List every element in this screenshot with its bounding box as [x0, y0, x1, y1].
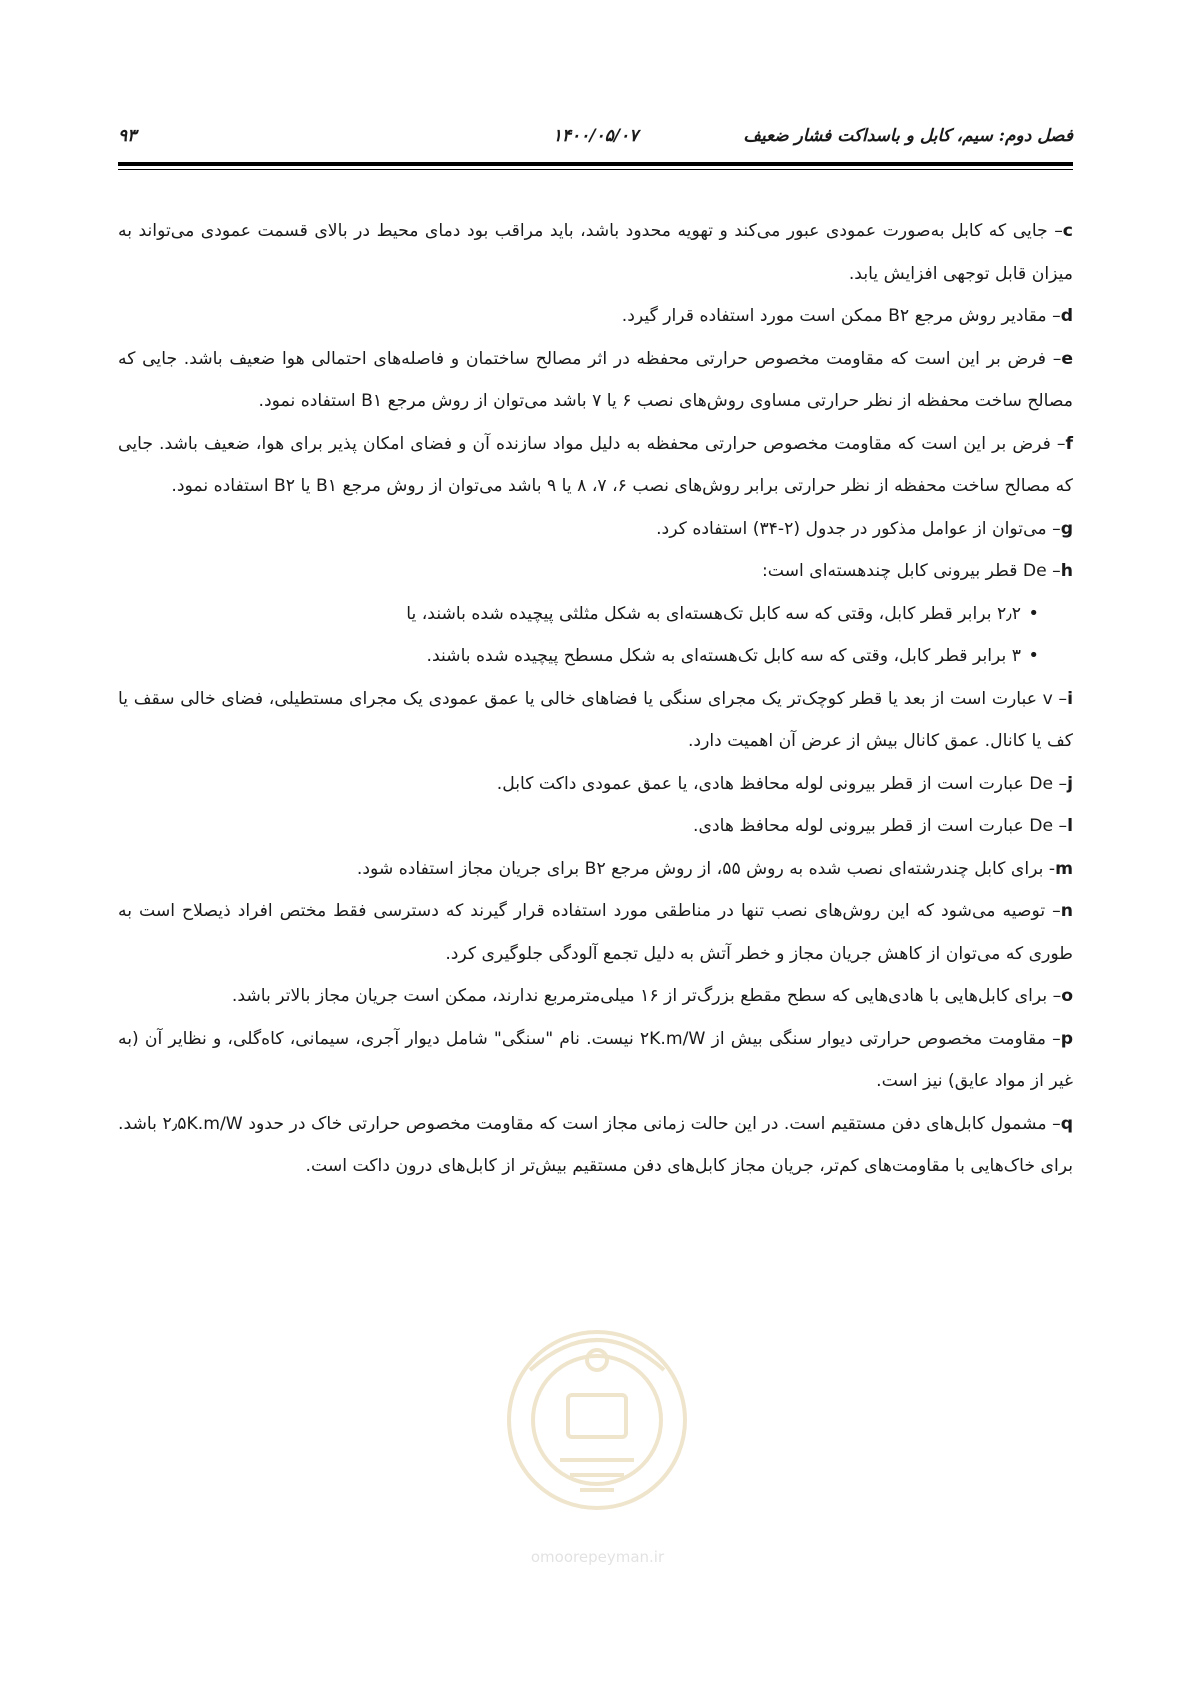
note-p: [118, 1018, 1073, 1103]
bullet-item: • ۲٫۲ برابر قطر کابل، وقتی که سه کابل تک‌هسته‌ای به شکل مثلثی پیچیده شده باشند، یا: [118, 593, 1021, 636]
watermark-site: omoorepeyman.ir: [530, 1548, 665, 1566]
note-g: [118, 508, 1073, 551]
note-text: – مقادیر روش مرجع B۲ ممکن است مورد استفاده قرار گیرد.: [621, 306, 1061, 326]
note-text: – جایی که کابل به‌صورت عمودی عبور می‌کند و تهویه محدود باشد، باید مراقب بود دمای محیط در بالای قسمت عمودی می‌تواند به میزان قابل توجهی افزایش یابد.: [118, 221, 1073, 284]
note-text: – برای کابل‌هایی با هادی‌هایی که سطح مقطع بزرگ‌تر از ۱۶ میلی‌مترمربع ندارند، ممکن است جریان مجاز بالاتر باشد.: [231, 986, 1062, 1006]
header-date: ۱۴۰۰/۰۵/۰۷: [552, 126, 639, 146]
note-text: - برای کابل چندرشته‌ای نصب شده به روش ۵۵، از روش مرجع B۲ برای جریان مجاز استفاده شود.: [356, 858, 1056, 879]
chapter-title: فصل دوم: سیم، کابل و باسداکت فشار ضعیف: [743, 126, 1073, 146]
note-letter: g: [1060, 518, 1073, 539]
note-letter: f: [1065, 433, 1073, 454]
note-letter: o: [1061, 986, 1073, 1006]
note-letter: j: [1067, 773, 1073, 794]
note-j: [118, 763, 1073, 806]
note-e: [118, 338, 1073, 423]
note-o: [118, 975, 1073, 1018]
note-text: – De قطر بیرونی کابل چندهسته‌ای است:: [761, 561, 1061, 581]
note-text: – می‌توان از عوامل مذکور در جدول (۲-۳۴) استفاده کرد.: [656, 518, 1061, 539]
note-q: [118, 1103, 1073, 1188]
bullet-item: • ۳ برابر قطر کابل، وقتی که سه کابل تک‌هسته‌ای به شکل مسطح پیچیده شده باشند.: [118, 635, 1021, 678]
bullet-list: [118, 593, 1073, 678]
note-text: – توصیه می‌شود که این روش‌های نصب تنها در مناطقی مورد استفاده قرار گیرند که دسترسی فقط مختص افراد ذیصلاح است به طوری که می‌توان از کاهش جریان مجاز و خطر آتش به دلیل تجمع آلودگی جلوگیری کرد.: [118, 901, 1073, 964]
note-text: – فرض بر این است که مقاومت مخصوص حرارتی محفظه به دلیل مواد سازنده آن و فضای امکان پذیر برای هوا، ضعیف باشد. جایی که مصالح ساخت محفظه از نظر حرارتی برابر روش‌های نصب ۶، ۷، ۸ یا ۹ باشد می‌توان از روش مرجع B۱ یا B۲ استفاده نمود.: [118, 433, 1073, 496]
note-text: – مشمول کابل‌های دفن مستقیم است. در این حالت زمانی مجاز است که مقاومت مخصوص حرارتی خاک در حدود ۲٫۵K.m/W باشد. برای خاک‌هایی با مقاومت‌های کم‌تر، جریان مجاز کابل‌های دفن مستقیم بیش‌تر از کابل‌های درون داکت است.: [118, 1113, 1073, 1176]
note-d: [118, 295, 1073, 338]
watermark-emblem-icon: [490, 1300, 705, 1540]
note-text: – v عبارت است از بعد یا قطر کوچک‌تر یک مجرای سنگی یا فضاهای خالی یا عمق عمودی یک مجرای مستطیلی، فضای خالی سقف یا کف یا کانال. عمق کانال بیش از عرض آن اهمیت دارد.: [118, 688, 1073, 751]
note-letter: q: [1060, 1113, 1074, 1134]
note-letter: l: [1067, 816, 1073, 836]
note-letter: e: [1061, 348, 1073, 369]
note-letter: n: [1060, 901, 1073, 921]
note-letter: h: [1060, 561, 1073, 581]
notes-body: [118, 210, 1073, 1188]
note-letter: d: [1060, 306, 1073, 326]
note-h: [118, 550, 1073, 593]
note-text: – De عبارت است از قطر بیرونی لوله محافظ هادی، یا عمق عمودی داکت کابل.: [496, 773, 1068, 794]
header-rule-thick: [118, 162, 1073, 166]
note-letter: c: [1062, 221, 1073, 241]
page-number: ۹۳: [118, 126, 137, 146]
note-text: – مقاومت مخصوص حرارتی دیوار سنگی بیش از ۲K.m/W نیست. نام "سنگی" شامل دیوار آجری، سیمانی، کاه‌گلی، و نظایر آن (به غیر از مواد عایق) نیز است.: [118, 1028, 1073, 1091]
note-c: [118, 210, 1073, 295]
note-letter: p: [1060, 1028, 1073, 1049]
note-l: [118, 805, 1073, 848]
note-n: [118, 890, 1073, 975]
page-header: [118, 118, 1073, 158]
note-m: [118, 848, 1073, 891]
watermark-logo: [490, 1300, 705, 1570]
note-letter: i: [1067, 688, 1073, 709]
note-letter: m: [1055, 858, 1073, 879]
note-f: [118, 423, 1073, 508]
header-rule-thin: [118, 169, 1073, 170]
note-text: – فرض بر این است که مقاومت مخصوص حرارتی محفظه در اثر مصالح ساختمان و فاصله‌های احتمالی هوا ضعیف باشد. جایی که مصالح ساخت محفظه از نظر حرارتی مساوی روش‌های نصب ۶ یا ۷ باشد می‌توان از روش مرجع B۱ استفاده نمود.: [118, 348, 1073, 411]
note-i: [118, 678, 1073, 763]
note-text: – De عبارت است از قطر بیرونی لوله محافظ هادی.: [693, 816, 1068, 836]
